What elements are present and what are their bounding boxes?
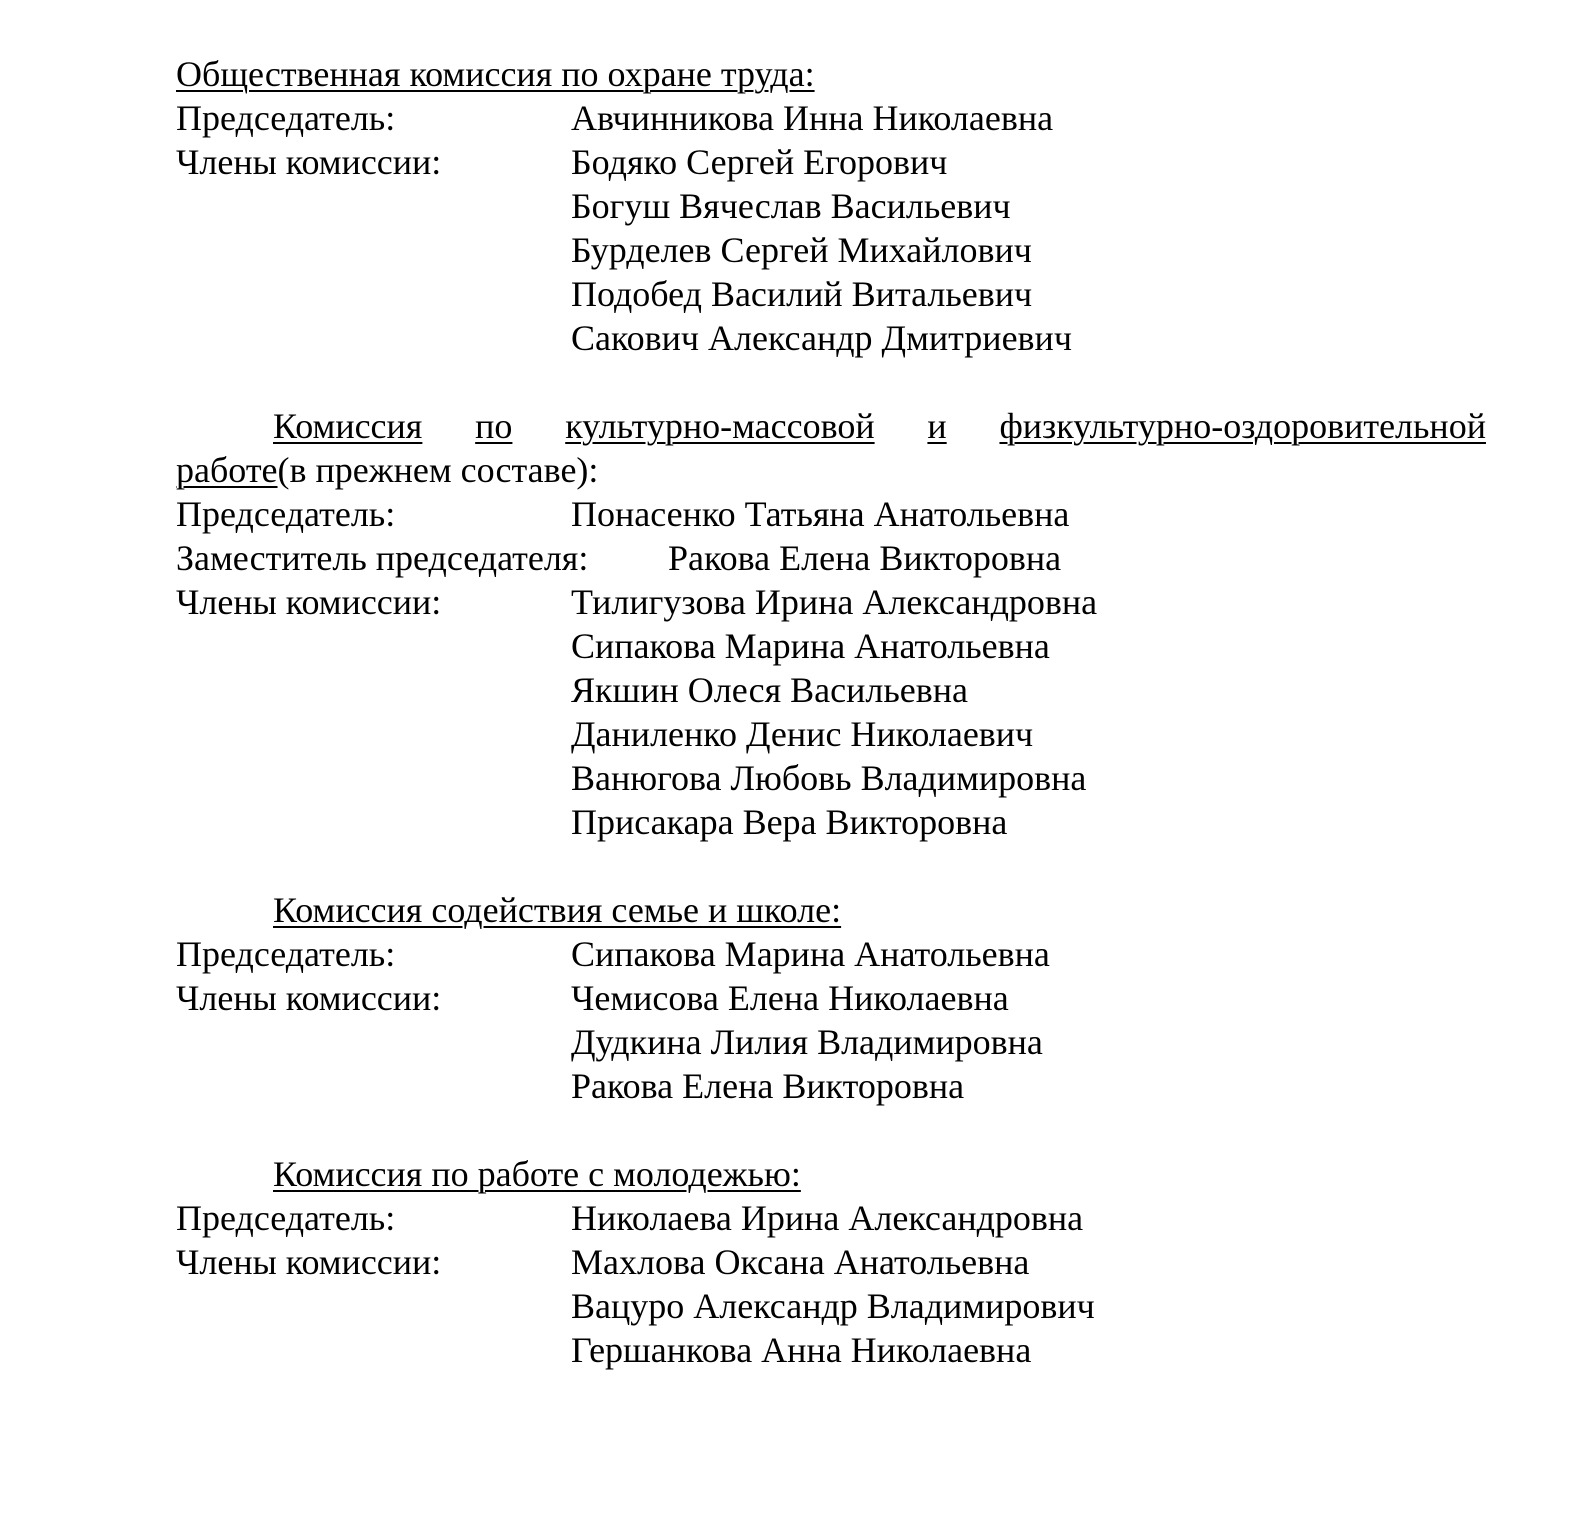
member-name: Присакара Вера Викторовна xyxy=(571,802,1008,842)
section-title: Общественная комиссия по охране труда: xyxy=(176,54,815,94)
members-label: Члены комиссии: xyxy=(176,142,442,182)
chair-row xyxy=(176,932,1486,976)
chair-row xyxy=(176,492,1486,536)
deputy-row xyxy=(176,536,1486,580)
member-row xyxy=(176,272,1486,316)
chair-name: Николаева Ирина Александровна xyxy=(571,1198,1084,1238)
member-name: Махлова Оксана Анатольевна xyxy=(571,1242,1030,1282)
member-row xyxy=(176,184,1486,228)
section-1-heading-line xyxy=(176,52,1486,96)
section-spacer xyxy=(176,844,1486,888)
member-row xyxy=(176,668,1486,712)
member-name: Сакович Александр Дмитриевич xyxy=(571,318,1072,358)
section-2-heading-line xyxy=(176,404,1486,448)
member-name: Дудкина Лилия Владимировна xyxy=(571,1022,1043,1062)
chair-label: Председатель: xyxy=(176,494,396,534)
member-row xyxy=(176,228,1486,272)
chair-row xyxy=(176,1196,1486,1240)
section-title-word: и xyxy=(927,406,947,446)
member-name: Бодяко Сергей Егорович xyxy=(571,142,948,182)
member-name: Якшин Олеся Васильевна xyxy=(571,670,968,710)
section-2-heading-line-2 xyxy=(176,448,1486,492)
member-row xyxy=(176,712,1486,756)
members-label: Члены комиссии: xyxy=(176,978,442,1018)
member-name: Подобед Василий Витальевич xyxy=(571,274,1033,314)
member-row xyxy=(176,800,1486,844)
members-row xyxy=(176,1240,1486,1284)
chair-label: Председатель: xyxy=(176,1198,396,1238)
chair-label: Председатель: xyxy=(176,934,396,974)
member-row xyxy=(176,316,1486,360)
section-title-word: физкультурно-оздоровительной xyxy=(999,406,1486,446)
members-row xyxy=(176,976,1486,1020)
member-name: Тилигузова Ирина Александровна xyxy=(571,582,1098,622)
section-title-word: по xyxy=(475,406,513,446)
member-row xyxy=(176,1064,1486,1108)
member-name: Гершанкова Анна Николаевна xyxy=(571,1330,1032,1370)
deputy-label: Заместитель председателя: xyxy=(176,538,589,578)
member-name: Чемисова Елена Николаевна xyxy=(571,978,1009,1018)
chair-row xyxy=(176,96,1486,140)
member-name: Ракова Елена Викторовна xyxy=(571,1066,965,1106)
member-name: Вацуро Александр Владимирович xyxy=(571,1286,1095,1326)
chair-name: Авчинникова Инна Николаевна xyxy=(571,98,1054,138)
section-title-word: культурно-массовой xyxy=(565,406,875,446)
section-title-note: (в прежнем составе): xyxy=(277,450,599,490)
member-row xyxy=(176,1328,1486,1372)
member-name: Сипакова Марина Анатольевна xyxy=(571,626,1050,666)
chair-name: Сипакова Марина Анатольевна xyxy=(571,934,1050,974)
section-spacer xyxy=(176,1108,1486,1152)
section-title: Комиссия содействия семье и школе: xyxy=(273,890,842,930)
members-row xyxy=(176,140,1486,184)
section-title-end: работе xyxy=(176,450,278,490)
document-page xyxy=(176,52,1486,1372)
section-4-heading-line xyxy=(176,1152,1486,1196)
chair-label: Председатель: xyxy=(176,98,396,138)
members-row xyxy=(176,580,1486,624)
member-name: Даниленко Денис Николаевич xyxy=(571,714,1034,754)
deputy-name: Ракова Елена Викторовна xyxy=(668,538,1062,578)
section-3-heading-line xyxy=(176,888,1486,932)
member-row xyxy=(176,756,1486,800)
section-spacer xyxy=(176,360,1486,404)
members-label: Члены комиссии: xyxy=(176,582,442,622)
member-row xyxy=(176,624,1486,668)
member-name: Богуш Вячеслав Васильевич xyxy=(571,186,1011,226)
member-name: Бурделев Сергей Михайлович xyxy=(571,230,1032,270)
section-title-word: Комиссия xyxy=(273,406,423,446)
section-title: Комиссия по работе с молодежью: xyxy=(273,1154,801,1194)
chair-name: Понасенко Татьяна Анатольевна xyxy=(571,494,1070,534)
member-row xyxy=(176,1284,1486,1328)
member-row xyxy=(176,1020,1486,1064)
members-label: Члены комиссии: xyxy=(176,1242,442,1282)
member-name: Ванюгова Любовь Владимировна xyxy=(571,758,1087,798)
